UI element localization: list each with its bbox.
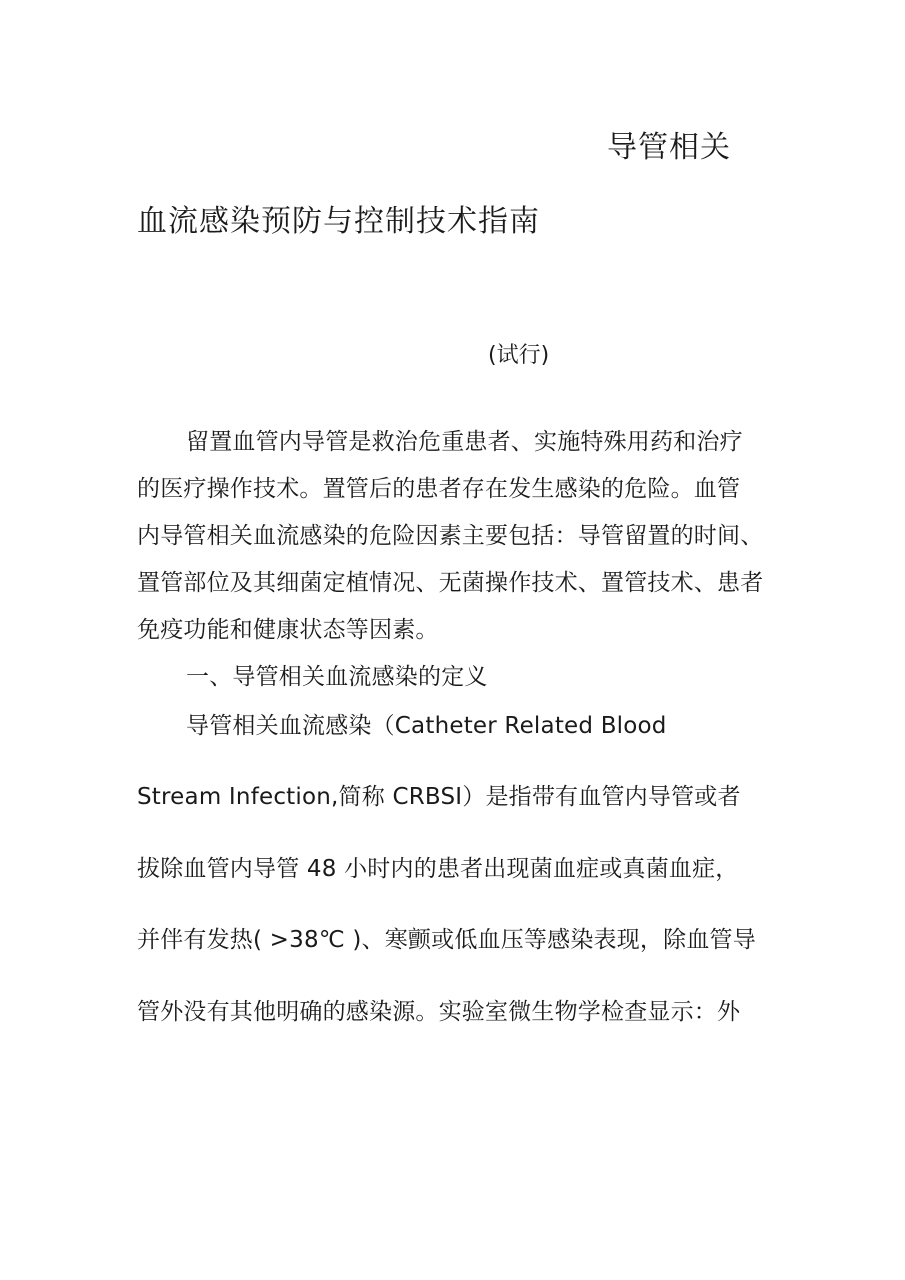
definition-line: 并伴有发热( >38℃ )、寒颤或低血压等感染表现，除血管导 xyxy=(137,927,756,953)
definition-line: 拔除血管内导管 48 小时内的患者出现菌血症或真菌血症， xyxy=(137,856,739,882)
document-title-part-2: 血流感染预防与控制技术指南 xyxy=(137,204,540,239)
intro-line: 的医疗操作技术。置管后的患者存在发生感染的危险。血管 xyxy=(137,476,741,502)
intro-line: 免疫功能和健康状态等因素。 xyxy=(137,617,439,643)
definition-line: 导管相关血流感染（Catheter Related Blood xyxy=(186,713,667,739)
document-title-part-1: 导管相关 xyxy=(607,130,731,165)
definition-line: 管外没有其他明确的感染源。实验室微生物学检查显示：外 xyxy=(137,999,741,1025)
document-subtitle: (试行) xyxy=(488,343,550,368)
definition-line: Stream Infection,简称 CRBSI）是指带有血管内导管或者 xyxy=(137,784,741,810)
intro-line: 留置血管内导管是救治危重患者、实施特殊用药和治疗 xyxy=(186,429,743,455)
intro-line: 内导管相关血流感染的危险因素主要包括：导管留置的时间、 xyxy=(137,523,764,549)
intro-line: 置管部位及其细菌定植情况、无菌操作技术、置管技术、患者 xyxy=(137,570,764,596)
section-heading: 一、导管相关血流感染的定义 xyxy=(186,664,488,690)
